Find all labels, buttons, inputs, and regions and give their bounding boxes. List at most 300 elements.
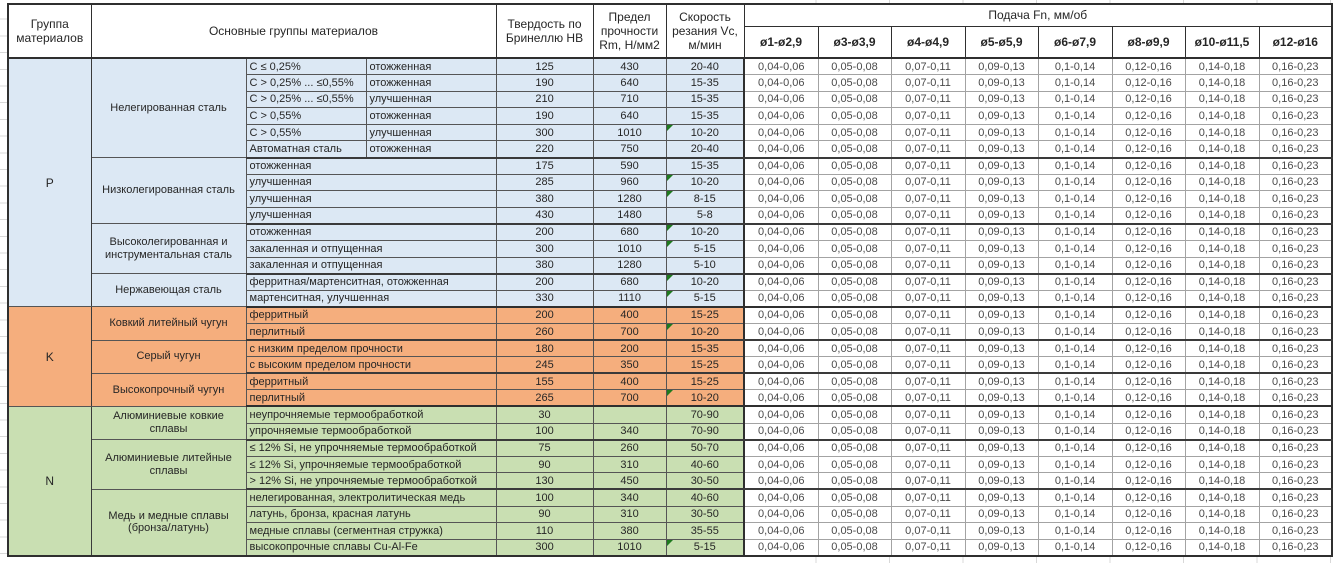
cell-feed-value: 0,12-0,16 bbox=[1112, 141, 1185, 158]
cell-feed-value: 0,12-0,16 bbox=[1112, 290, 1185, 307]
cell-feed-value: 0,1-0,14 bbox=[1038, 141, 1112, 158]
cell-detail-condition: медные сплавы (сегментная стружка) bbox=[246, 523, 496, 540]
cell-feed-value: 0,12-0,16 bbox=[1112, 307, 1185, 324]
cell-feed-value: 0,12-0,16 bbox=[1112, 58, 1185, 75]
cell-feed-value: 0,07-0,11 bbox=[891, 141, 965, 158]
cell-feed-value: 0,09-0,13 bbox=[965, 290, 1038, 307]
cell-feed-value: 0,05-0,08 bbox=[818, 390, 891, 407]
cell-feed-value: 0,05-0,08 bbox=[818, 290, 891, 307]
cell-detail-condition: отожженная bbox=[366, 75, 496, 92]
cell-feed-value: 0,16-0,23 bbox=[1259, 207, 1332, 224]
cell-feed-value: 0,1-0,14 bbox=[1038, 191, 1112, 208]
cell-strength-rm: 1280 bbox=[593, 257, 666, 274]
cell-feed-value: 0,09-0,13 bbox=[965, 174, 1038, 191]
cell-feed-value: 0,16-0,23 bbox=[1259, 324, 1332, 341]
cell-feed-value: 0,05-0,08 bbox=[818, 423, 891, 440]
cell-feed-value: 0,07-0,11 bbox=[891, 473, 965, 490]
cell-feed-value: 0,04-0,06 bbox=[744, 241, 818, 258]
cell-comment-flag-icon bbox=[667, 225, 673, 231]
cell-feed-value: 0,09-0,13 bbox=[965, 390, 1038, 407]
cell-feed-value: 0,12-0,16 bbox=[1112, 257, 1185, 274]
cell-feed-value: 0,04-0,06 bbox=[744, 324, 818, 341]
cell-detail-condition: упрочняемые термообработкой bbox=[246, 423, 496, 440]
cell-cutting-speed-vc: 15-35 bbox=[666, 108, 744, 125]
cell-feed-value: 0,1-0,14 bbox=[1038, 506, 1112, 523]
cell-feed-value: 0,1-0,14 bbox=[1038, 324, 1112, 341]
cell-feed-value: 0,04-0,06 bbox=[744, 257, 818, 274]
cell-cutting-speed-vc: 5-8 bbox=[666, 207, 744, 224]
cell-feed-value: 0,05-0,08 bbox=[818, 207, 891, 224]
cell-cutting-speed-vc: 70-90 bbox=[666, 406, 744, 423]
cell-feed-value: 0,04-0,06 bbox=[744, 373, 818, 390]
cell-hardness-hb: 200 bbox=[496, 224, 593, 241]
cell-subgroup-name: Медь и медные сплавы (бронза/латунь) bbox=[91, 489, 246, 556]
cell-feed-value: 0,16-0,23 bbox=[1259, 506, 1332, 523]
header-brinell-hardness: Твердость по Бринеллю HB bbox=[496, 4, 593, 58]
cell-feed-value: 0,16-0,23 bbox=[1259, 423, 1332, 440]
cell-feed-value: 0,07-0,11 bbox=[891, 158, 965, 175]
cell-comment-flag-icon bbox=[667, 390, 673, 396]
cell-group-letter: N bbox=[8, 406, 91, 556]
cell-subgroup-name: Серый чугун bbox=[91, 340, 246, 373]
cell-detail-condition: ≤ 12% Si, не упрочняемые термообработкой bbox=[246, 440, 496, 457]
cell-detail-condition: отожженная bbox=[246, 224, 496, 241]
cell-feed-value: 0,14-0,18 bbox=[1185, 406, 1259, 423]
cell-feed-value: 0,1-0,14 bbox=[1038, 423, 1112, 440]
cell-feed-value: 0,1-0,14 bbox=[1038, 440, 1112, 457]
cell-detail-condition: улучшенная bbox=[246, 174, 496, 191]
cell-group-letter: K bbox=[8, 307, 91, 407]
cell-feed-value: 0,16-0,23 bbox=[1259, 257, 1332, 274]
cell-feed-value: 0,14-0,18 bbox=[1185, 357, 1259, 374]
cell-hardness-hb: 300 bbox=[496, 539, 593, 556]
cutting-data-table bbox=[7, 3, 1333, 557]
cell-feed-value: 0,09-0,13 bbox=[965, 91, 1038, 108]
cell-feed-value: 0,07-0,11 bbox=[891, 523, 965, 540]
cell-feed-value: 0,04-0,06 bbox=[744, 506, 818, 523]
cell-feed-value: 0,16-0,23 bbox=[1259, 191, 1332, 208]
cell-feed-value: 0,09-0,13 bbox=[965, 75, 1038, 92]
cell-feed-value: 0,14-0,18 bbox=[1185, 307, 1259, 324]
cell-strength-rm: 750 bbox=[593, 141, 666, 158]
table-row bbox=[8, 373, 1332, 390]
cell-hardness-hb: 260 bbox=[496, 324, 593, 341]
cell-detail-condition: закаленная и отпущенная bbox=[246, 241, 496, 258]
cell-cutting-speed-vc: 5-15 bbox=[666, 539, 744, 556]
cell-feed-value: 0,09-0,13 bbox=[965, 473, 1038, 490]
cell-feed-value: 0,1-0,14 bbox=[1038, 224, 1112, 241]
cell-hardness-hb: 430 bbox=[496, 207, 593, 224]
cell-feed-value: 0,14-0,18 bbox=[1185, 191, 1259, 208]
cell-detail-condition: высокопрочные сплавы Cu-Al-Fe bbox=[246, 539, 496, 556]
cell-detail-condition: улучшенная bbox=[366, 124, 496, 141]
cell-detail-condition: ферритный bbox=[246, 373, 496, 390]
cell-detail-condition: с низким пределом прочности bbox=[246, 340, 496, 357]
cell-hardness-hb: 245 bbox=[496, 357, 593, 374]
cell-cutting-speed-vc: 8-15 bbox=[666, 191, 744, 208]
cell-hardness-hb: 330 bbox=[496, 290, 593, 307]
cell-detail-composition: C > 0,55% bbox=[246, 124, 366, 141]
cell-feed-value: 0,14-0,18 bbox=[1185, 91, 1259, 108]
cell-feed-value: 0,14-0,18 bbox=[1185, 158, 1259, 175]
cell-feed-value: 0,14-0,18 bbox=[1185, 506, 1259, 523]
cell-feed-value: 0,14-0,18 bbox=[1185, 75, 1259, 92]
cell-feed-value: 0,09-0,13 bbox=[965, 506, 1038, 523]
cell-detail-condition: > 12% Si, не упрочняемые термообработкой bbox=[246, 473, 496, 490]
table-row bbox=[8, 406, 1332, 423]
cell-feed-value: 0,04-0,06 bbox=[744, 423, 818, 440]
cell-feed-value: 0,09-0,13 bbox=[965, 340, 1038, 357]
cell-comment-flag-icon bbox=[667, 275, 673, 281]
cell-feed-value: 0,16-0,23 bbox=[1259, 456, 1332, 473]
header-feed-diameter-range: ø6-ø7,9 bbox=[1038, 26, 1112, 58]
cell-feed-value: 0,1-0,14 bbox=[1038, 373, 1112, 390]
cell-subgroup-name: Нержавеющая сталь bbox=[91, 274, 246, 307]
cell-feed-value: 0,14-0,18 bbox=[1185, 274, 1259, 291]
cell-hardness-hb: 190 bbox=[496, 75, 593, 92]
spreadsheet-gridline-sliver-bottom bbox=[743, 557, 1331, 563]
cell-feed-value: 0,07-0,11 bbox=[891, 124, 965, 141]
cell-hardness-hb: 30 bbox=[496, 406, 593, 423]
cell-feed-value: 0,05-0,08 bbox=[818, 108, 891, 125]
cell-strength-rm: 1010 bbox=[593, 539, 666, 556]
cell-feed-value: 0,09-0,13 bbox=[965, 440, 1038, 457]
cell-cutting-speed-vc: 30-50 bbox=[666, 506, 744, 523]
cell-feed-value: 0,16-0,23 bbox=[1259, 224, 1332, 241]
cell-cutting-speed-vc: 20-40 bbox=[666, 58, 744, 75]
cell-strength-rm: 1110 bbox=[593, 290, 666, 307]
cell-feed-value: 0,05-0,08 bbox=[818, 473, 891, 490]
cell-strength-rm: 400 bbox=[593, 373, 666, 390]
table-row bbox=[8, 340, 1332, 357]
cell-hardness-hb: 100 bbox=[496, 489, 593, 506]
cell-feed-value: 0,16-0,23 bbox=[1259, 241, 1332, 258]
cell-subgroup-name: Высокопрочный чугун bbox=[91, 373, 246, 406]
cell-feed-value: 0,12-0,16 bbox=[1112, 440, 1185, 457]
cell-feed-value: 0,04-0,06 bbox=[744, 539, 818, 556]
cell-strength-rm: 1280 bbox=[593, 191, 666, 208]
cell-feed-value: 0,16-0,23 bbox=[1259, 274, 1332, 291]
cell-cutting-speed-vc: 30-50 bbox=[666, 473, 744, 490]
cell-feed-value: 0,04-0,06 bbox=[744, 456, 818, 473]
cell-comment-flag-icon bbox=[667, 540, 673, 546]
cell-feed-value: 0,07-0,11 bbox=[891, 423, 965, 440]
header-feed-diameter-range: ø1-ø2,9 bbox=[744, 26, 818, 58]
cell-feed-value: 0,04-0,06 bbox=[744, 340, 818, 357]
cell-hardness-hb: 210 bbox=[496, 91, 593, 108]
cell-subgroup-name: Алюминиевые ковкие сплавы bbox=[91, 406, 246, 439]
cell-feed-value: 0,04-0,06 bbox=[744, 440, 818, 457]
table-row bbox=[8, 274, 1332, 291]
cell-feed-value: 0,04-0,06 bbox=[744, 141, 818, 158]
cell-feed-value: 0,14-0,18 bbox=[1185, 124, 1259, 141]
cell-feed-value: 0,14-0,18 bbox=[1185, 456, 1259, 473]
cell-feed-value: 0,16-0,23 bbox=[1259, 440, 1332, 457]
cell-feed-value: 0,16-0,23 bbox=[1259, 141, 1332, 158]
cell-feed-value: 0,04-0,06 bbox=[744, 58, 818, 75]
cell-feed-value: 0,14-0,18 bbox=[1185, 523, 1259, 540]
cell-feed-value: 0,07-0,11 bbox=[891, 456, 965, 473]
cell-feed-value: 0,14-0,18 bbox=[1185, 241, 1259, 258]
cell-detail-condition: с высоким пределом прочности bbox=[246, 357, 496, 374]
cell-feed-value: 0,05-0,08 bbox=[818, 373, 891, 390]
cell-detail-composition: C > 0,25% ... ≤0,55% bbox=[246, 75, 366, 92]
cell-feed-value: 0,04-0,06 bbox=[744, 124, 818, 141]
cell-detail-composition: Автоматная сталь bbox=[246, 141, 366, 158]
cell-feed-value: 0,1-0,14 bbox=[1038, 473, 1112, 490]
cell-feed-value: 0,09-0,13 bbox=[965, 406, 1038, 423]
cell-feed-value: 0,1-0,14 bbox=[1038, 124, 1112, 141]
table-body bbox=[8, 58, 1332, 556]
cell-subgroup-name: Нелегированная сталь bbox=[91, 58, 246, 158]
cell-feed-value: 0,12-0,16 bbox=[1112, 390, 1185, 407]
cell-detail-condition: отожженная bbox=[366, 58, 496, 75]
cell-cutting-speed-vc: 35-55 bbox=[666, 523, 744, 540]
cell-hardness-hb: 300 bbox=[496, 241, 593, 258]
cell-comment-flag-icon bbox=[667, 175, 673, 181]
cell-feed-value: 0,09-0,13 bbox=[965, 257, 1038, 274]
cell-feed-value: 0,16-0,23 bbox=[1259, 91, 1332, 108]
cell-feed-value: 0,16-0,23 bbox=[1259, 58, 1332, 75]
cell-feed-value: 0,04-0,06 bbox=[744, 489, 818, 506]
cell-feed-value: 0,12-0,16 bbox=[1112, 241, 1185, 258]
cell-feed-value: 0,07-0,11 bbox=[891, 91, 965, 108]
cell-feed-value: 0,09-0,13 bbox=[965, 58, 1038, 75]
cell-feed-value: 0,05-0,08 bbox=[818, 241, 891, 258]
cell-strength-rm: 1010 bbox=[593, 124, 666, 141]
cell-hardness-hb: 190 bbox=[496, 108, 593, 125]
cell-cutting-speed-vc: 50-70 bbox=[666, 440, 744, 457]
cell-feed-value: 0,05-0,08 bbox=[818, 406, 891, 423]
cell-feed-value: 0,12-0,16 bbox=[1112, 75, 1185, 92]
cell-feed-value: 0,05-0,08 bbox=[818, 191, 891, 208]
cell-strength-rm: 400 bbox=[593, 307, 666, 324]
cell-hardness-hb: 220 bbox=[496, 141, 593, 158]
cell-feed-value: 0,14-0,18 bbox=[1185, 174, 1259, 191]
header-tensile-strength: Предел прочности Rm, Н/мм2 bbox=[593, 4, 666, 58]
cell-feed-value: 0,1-0,14 bbox=[1038, 274, 1112, 291]
cell-feed-value: 0,12-0,16 bbox=[1112, 506, 1185, 523]
cell-cutting-speed-vc: 40-60 bbox=[666, 456, 744, 473]
cell-feed-value: 0,14-0,18 bbox=[1185, 324, 1259, 341]
cell-feed-value: 0,05-0,08 bbox=[818, 489, 891, 506]
cell-feed-value: 0,1-0,14 bbox=[1038, 241, 1112, 258]
cell-feed-value: 0,09-0,13 bbox=[965, 141, 1038, 158]
cell-feed-value: 0,05-0,08 bbox=[818, 257, 891, 274]
cell-feed-value: 0,14-0,18 bbox=[1185, 489, 1259, 506]
cell-feed-value: 0,16-0,23 bbox=[1259, 357, 1332, 374]
cell-feed-value: 0,04-0,06 bbox=[744, 91, 818, 108]
cell-feed-value: 0,05-0,08 bbox=[818, 539, 891, 556]
cell-feed-value: 0,07-0,11 bbox=[891, 274, 965, 291]
cell-strength-rm: 700 bbox=[593, 324, 666, 341]
cell-feed-value: 0,1-0,14 bbox=[1038, 108, 1112, 125]
cell-feed-value: 0,04-0,06 bbox=[744, 307, 818, 324]
cell-feed-value: 0,1-0,14 bbox=[1038, 390, 1112, 407]
cell-strength-rm: 310 bbox=[593, 456, 666, 473]
cell-feed-value: 0,14-0,18 bbox=[1185, 257, 1259, 274]
cell-feed-value: 0,07-0,11 bbox=[891, 207, 965, 224]
cell-feed-value: 0,12-0,16 bbox=[1112, 274, 1185, 291]
cell-feed-value: 0,12-0,16 bbox=[1112, 224, 1185, 241]
cell-feed-value: 0,07-0,11 bbox=[891, 174, 965, 191]
cell-cutting-speed-vc: 5-10 bbox=[666, 257, 744, 274]
cell-comment-flag-icon bbox=[667, 125, 673, 131]
cell-strength-rm: 960 bbox=[593, 174, 666, 191]
cell-strength-rm: 680 bbox=[593, 224, 666, 241]
cell-feed-value: 0,07-0,11 bbox=[891, 373, 965, 390]
cell-hardness-hb: 380 bbox=[496, 191, 593, 208]
cell-feed-value: 0,1-0,14 bbox=[1038, 340, 1112, 357]
cell-strength-rm: 1480 bbox=[593, 207, 666, 224]
cell-hardness-hb: 180 bbox=[496, 340, 593, 357]
cell-strength-rm: 450 bbox=[593, 473, 666, 490]
cell-feed-value: 0,14-0,18 bbox=[1185, 373, 1259, 390]
cell-feed-value: 0,14-0,18 bbox=[1185, 290, 1259, 307]
cell-hardness-hb: 265 bbox=[496, 390, 593, 407]
cell-feed-value: 0,1-0,14 bbox=[1038, 489, 1112, 506]
cell-feed-value: 0,09-0,13 bbox=[965, 274, 1038, 291]
cell-strength-rm: 680 bbox=[593, 274, 666, 291]
cell-cutting-speed-vc: 10-20 bbox=[666, 174, 744, 191]
cell-hardness-hb: 75 bbox=[496, 440, 593, 457]
cell-hardness-hb: 130 bbox=[496, 473, 593, 490]
cell-feed-value: 0,09-0,13 bbox=[965, 456, 1038, 473]
cell-feed-value: 0,05-0,08 bbox=[818, 58, 891, 75]
cell-feed-value: 0,16-0,23 bbox=[1259, 158, 1332, 175]
cell-hardness-hb: 110 bbox=[496, 523, 593, 540]
cell-feed-value: 0,05-0,08 bbox=[818, 357, 891, 374]
cell-strength-rm: 260 bbox=[593, 440, 666, 457]
cell-subgroup-name: Ковкий литейный чугун bbox=[91, 307, 246, 340]
cell-cutting-speed-vc: 10-20 bbox=[666, 274, 744, 291]
cell-feed-value: 0,12-0,16 bbox=[1112, 340, 1185, 357]
table-row bbox=[8, 440, 1332, 457]
cell-feed-value: 0,04-0,06 bbox=[744, 523, 818, 540]
cell-detail-condition: латунь, бронза, красная латунь bbox=[246, 506, 496, 523]
cell-feed-value: 0,07-0,11 bbox=[891, 390, 965, 407]
cell-hardness-hb: 200 bbox=[496, 274, 593, 291]
cell-feed-value: 0,12-0,16 bbox=[1112, 473, 1185, 490]
cell-feed-value: 0,07-0,11 bbox=[891, 290, 965, 307]
cell-strength-rm bbox=[593, 406, 666, 423]
cell-feed-value: 0,09-0,13 bbox=[965, 241, 1038, 258]
header-main-material-groups: Основные группы материалов bbox=[91, 4, 496, 58]
cell-detail-condition: отожженная bbox=[246, 158, 496, 175]
header-cutting-speed: Скорость резания Vc, м/мин bbox=[666, 4, 744, 58]
cell-feed-value: 0,12-0,16 bbox=[1112, 191, 1185, 208]
cell-detail-condition: улучшенная bbox=[246, 191, 496, 208]
cell-feed-value: 0,05-0,08 bbox=[818, 158, 891, 175]
cell-feed-value: 0,14-0,18 bbox=[1185, 108, 1259, 125]
cell-cutting-speed-vc: 20-40 bbox=[666, 141, 744, 158]
cell-feed-value: 0,05-0,08 bbox=[818, 124, 891, 141]
cell-hardness-hb: 175 bbox=[496, 158, 593, 175]
cell-feed-value: 0,04-0,06 bbox=[744, 290, 818, 307]
cell-feed-value: 0,12-0,16 bbox=[1112, 357, 1185, 374]
cell-feed-value: 0,09-0,13 bbox=[965, 539, 1038, 556]
cell-group-letter: P bbox=[8, 58, 91, 307]
header-feed-diameter-range: ø10-ø11,5 bbox=[1185, 26, 1259, 58]
cell-hardness-hb: 100 bbox=[496, 423, 593, 440]
table-row bbox=[8, 489, 1332, 506]
cell-cutting-speed-vc: 15-35 bbox=[666, 91, 744, 108]
cell-feed-value: 0,04-0,06 bbox=[744, 406, 818, 423]
cell-strength-rm: 350 bbox=[593, 357, 666, 374]
cell-feed-value: 0,05-0,08 bbox=[818, 141, 891, 158]
cell-feed-value: 0,09-0,13 bbox=[965, 307, 1038, 324]
cell-feed-value: 0,07-0,11 bbox=[891, 506, 965, 523]
cell-detail-condition: перлитный bbox=[246, 390, 496, 407]
cell-feed-value: 0,1-0,14 bbox=[1038, 307, 1112, 324]
cell-feed-value: 0,04-0,06 bbox=[744, 390, 818, 407]
cell-feed-value: 0,16-0,23 bbox=[1259, 473, 1332, 490]
cell-detail-condition: отожженная bbox=[366, 108, 496, 125]
cell-feed-value: 0,04-0,06 bbox=[744, 224, 818, 241]
cell-feed-value: 0,12-0,16 bbox=[1112, 91, 1185, 108]
cell-detail-condition: улучшенная bbox=[366, 91, 496, 108]
cell-feed-value: 0,04-0,06 bbox=[744, 357, 818, 374]
cell-hardness-hb: 90 bbox=[496, 506, 593, 523]
cell-feed-value: 0,05-0,08 bbox=[818, 174, 891, 191]
cell-feed-value: 0,1-0,14 bbox=[1038, 406, 1112, 423]
cell-feed-value: 0,16-0,23 bbox=[1259, 75, 1332, 92]
cell-feed-value: 0,16-0,23 bbox=[1259, 406, 1332, 423]
cell-hardness-hb: 155 bbox=[496, 373, 593, 390]
cell-feed-value: 0,09-0,13 bbox=[965, 108, 1038, 125]
cell-strength-rm: 340 bbox=[593, 489, 666, 506]
cell-feed-value: 0,07-0,11 bbox=[891, 108, 965, 125]
cell-feed-value: 0,16-0,23 bbox=[1259, 539, 1332, 556]
cell-feed-value: 0,16-0,23 bbox=[1259, 108, 1332, 125]
cell-strength-rm: 430 bbox=[593, 58, 666, 75]
cell-cutting-speed-vc: 15-25 bbox=[666, 307, 744, 324]
cell-feed-value: 0,07-0,11 bbox=[891, 224, 965, 241]
cell-hardness-hb: 285 bbox=[496, 174, 593, 191]
cell-feed-value: 0,14-0,18 bbox=[1185, 207, 1259, 224]
cell-feed-value: 0,07-0,11 bbox=[891, 406, 965, 423]
cell-feed-value: 0,05-0,08 bbox=[818, 456, 891, 473]
cell-feed-value: 0,14-0,18 bbox=[1185, 423, 1259, 440]
cell-feed-value: 0,1-0,14 bbox=[1038, 174, 1112, 191]
cell-strength-rm: 1010 bbox=[593, 241, 666, 258]
cell-feed-value: 0,1-0,14 bbox=[1038, 257, 1112, 274]
cell-strength-rm: 380 bbox=[593, 523, 666, 540]
cell-feed-value: 0,07-0,11 bbox=[891, 75, 965, 92]
cell-feed-value: 0,04-0,06 bbox=[744, 207, 818, 224]
cell-cutting-speed-vc: 10-20 bbox=[666, 224, 744, 241]
cell-feed-value: 0,1-0,14 bbox=[1038, 357, 1112, 374]
cell-feed-value: 0,14-0,18 bbox=[1185, 224, 1259, 241]
cell-feed-value: 0,14-0,18 bbox=[1185, 390, 1259, 407]
cell-strength-rm: 710 bbox=[593, 91, 666, 108]
cell-cutting-speed-vc: 70-90 bbox=[666, 423, 744, 440]
header-material-group: Группа материалов bbox=[8, 4, 91, 58]
cell-subgroup-name: Высоколегированная и инструментальная сталь bbox=[91, 224, 246, 274]
cell-feed-value: 0,07-0,11 bbox=[891, 340, 965, 357]
cell-feed-value: 0,12-0,16 bbox=[1112, 539, 1185, 556]
cell-feed-value: 0,05-0,08 bbox=[818, 506, 891, 523]
cell-detail-condition: неупрочняемые термообработкой bbox=[246, 406, 496, 423]
cell-feed-value: 0,04-0,06 bbox=[744, 174, 818, 191]
cell-cutting-speed-vc: 15-25 bbox=[666, 373, 744, 390]
cell-feed-value: 0,12-0,16 bbox=[1112, 324, 1185, 341]
cell-detail-condition: перлитный bbox=[246, 324, 496, 341]
cell-feed-value: 0,16-0,23 bbox=[1259, 290, 1332, 307]
cell-feed-value: 0,07-0,11 bbox=[891, 440, 965, 457]
cell-feed-value: 0,16-0,23 bbox=[1259, 307, 1332, 324]
cell-cutting-speed-vc: 10-20 bbox=[666, 324, 744, 341]
